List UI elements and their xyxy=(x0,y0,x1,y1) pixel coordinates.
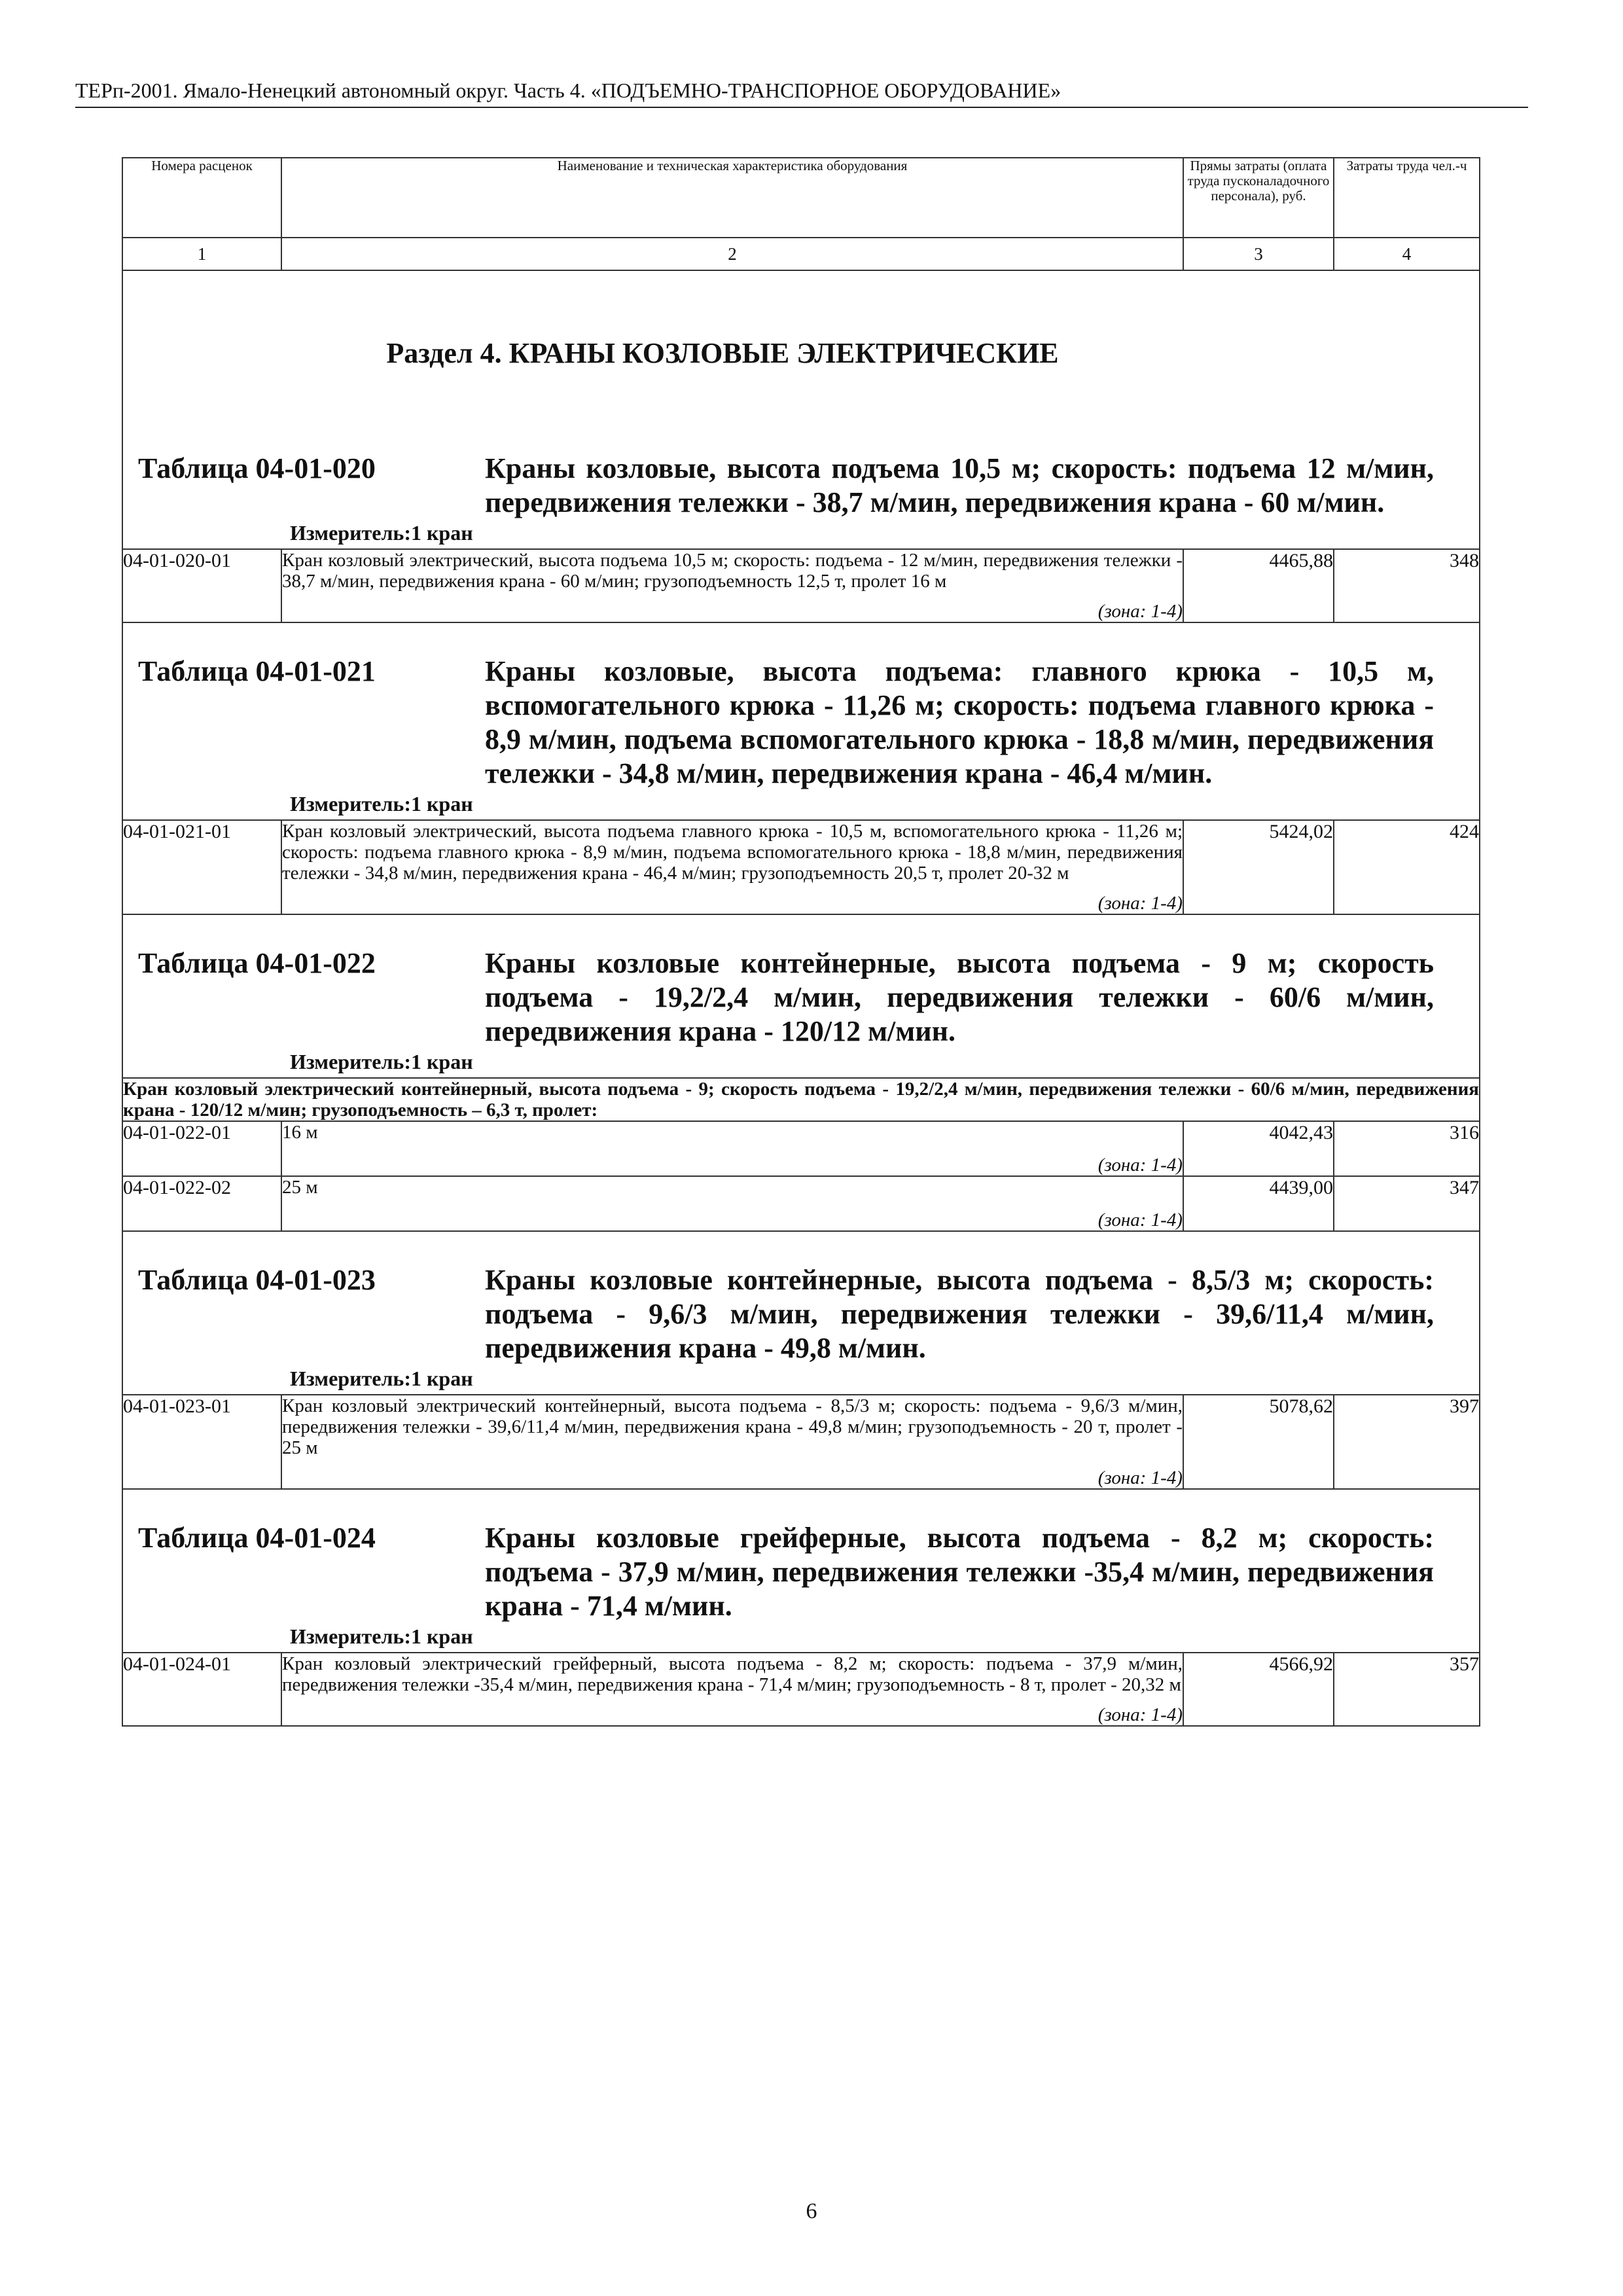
table-row xyxy=(122,1653,1480,1726)
table-code: Таблица 04-01-023 xyxy=(138,1264,376,1296)
rate-description: 16 м (зона: 1-4) xyxy=(282,1122,1183,1175)
rate-code: 04-01-022-01 xyxy=(122,1121,281,1176)
table-row xyxy=(122,1176,1480,1231)
table-title: Краны козловые грейферные, высота подъема - 8,2 м; скорость: подъема - 37,9 м/мин, передвижения тележки -35,4 м/мин, передвижения крана - 71,4 м/мин. xyxy=(485,1522,1434,1622)
direct-cost: 5078,62 xyxy=(1183,1395,1334,1489)
table-code: Таблица 04-01-021 xyxy=(138,655,376,687)
rate-code: 04-01-021-01 xyxy=(122,820,281,914)
rate-description: Кран козловый электрический, высота подъема 10,5 м; скорость: подъема - 12 м/мин, передвижения тележки - 38,7 м/мин, передвижения крана - 60 м/мин; грузоподъемность 12,5 т, пролет 16 м (зона: 1-4) xyxy=(282,550,1183,622)
price-table xyxy=(122,157,1480,1727)
zone-label: (зона: 1-4) xyxy=(1097,1155,1183,1175)
labor-cost: 424 xyxy=(1334,820,1480,914)
column-number-2: 2 xyxy=(281,238,1183,270)
section-title: Раздел 4. КРАНЫ КОЗЛОВЫЕ ЭЛЕКТРИЧЕСКИЕ xyxy=(386,337,1059,369)
table-block xyxy=(122,1231,1480,1395)
column-header-codes: Номера расценок xyxy=(122,158,281,238)
rate-description: Кран козловый электрический, высота подъема главного крюка - 10,5 м, вспомогательного крюка - 11,26 м; скорость: подъема главного крюка - 8,9 м/мин, подъема вспомогательного крюка - 18,8 м/мин, передвижения тележки - 34,8 м/мин, передвижения крана - 46,4 м/мин; грузоподъемность 20,5 т, пролет 20-32 м (зона: 1-4) xyxy=(282,821,1183,914)
table-block xyxy=(122,914,1480,1078)
direct-cost: 4042,43 xyxy=(1183,1121,1334,1176)
column-number-4: 4 xyxy=(1334,238,1480,270)
table-block xyxy=(122,1489,1480,1653)
group-description-row xyxy=(122,1078,1480,1121)
rate-code: 04-01-024-01 xyxy=(122,1653,281,1726)
direct-cost: 4439,00 xyxy=(1183,1176,1334,1231)
table-row xyxy=(122,820,1480,914)
table-title: Краны козловые, высота подъема 10,5 м; скорость: подъема 12 м/мин, передвижения тележки - 38,7 м/мин, передвижения крана - 60 м/мин. xyxy=(485,452,1434,518)
table-block xyxy=(122,270,1480,549)
rate-code: 04-01-022-02 xyxy=(122,1176,281,1231)
zone-label: (зона: 1-4) xyxy=(1097,893,1183,914)
table-title: Краны козловые, высота подъема: главного крюка - 10,5 м, вспомогательного крюка - 11,26 м; скорость: подъема главного крюка - 8,9 м/мин, подъема вспомогательного крюка - 18,8 м/мин, передвижения тележки - 34,8 м/мин, передвижения крана - 46,4 м/мин. xyxy=(485,655,1434,789)
column-header-row xyxy=(122,158,1480,238)
rate-code: 04-01-023-01 xyxy=(122,1395,281,1489)
page-number: 6 xyxy=(806,2199,817,2223)
zone-label: (зона: 1-4) xyxy=(1097,601,1183,622)
measure-unit: Измеритель:1 кран xyxy=(290,1624,473,1648)
measure-unit: Измеритель:1 кран xyxy=(290,1367,473,1390)
labor-cost: 357 xyxy=(1334,1653,1480,1726)
table-row xyxy=(122,1121,1480,1176)
measure-unit: Измеритель:1 кран xyxy=(290,792,473,816)
rate-description: Кран козловый электрический контейнерный, высота подъема - 8,5/3 м; скорость: подъема - 9,6/3 м/мин, передвижения тележки - 39,6/11,4 м/мин, передвижения крана - 49,8 м/мин; грузоподъемность - 20 т, пролет - 25 м (зона: 1-4) xyxy=(282,1395,1183,1488)
measure-unit: Измеритель:1 кран xyxy=(290,521,473,545)
table-code: Таблица 04-01-024 xyxy=(138,1522,376,1554)
table-code: Таблица 04-01-020 xyxy=(138,452,376,484)
document-header: ТЕРп-2001. Ямало-Ненецкий автономный округ. Часть 4. «ПОДЪЕМНО-ТРАНСПОРНОЕ ОБОРУДОВАНИЕ» xyxy=(75,79,1061,102)
table-code: Таблица 04-01-022 xyxy=(138,947,376,979)
labor-cost: 397 xyxy=(1334,1395,1480,1489)
group-description: Кран козловый электрический контейнерный, высота подъема - 9; скорость подъема - 19,2/2,4 м/мин, передвижения тележки - 60/6 м/мин, передвижения крана - 120/12 м/мин; грузоподъемность – 6,3 т, пролет: xyxy=(123,1079,1479,1121)
zone-label: (зона: 1-4) xyxy=(1097,1704,1183,1725)
labor-cost: 347 xyxy=(1334,1176,1480,1231)
direct-cost: 5424,02 xyxy=(1183,820,1334,914)
column-header-labor: Затраты труда чел.-ч xyxy=(1334,158,1480,238)
labor-cost: 348 xyxy=(1334,549,1480,622)
column-header-name: Наименование и техническая характеристика оборудования xyxy=(281,158,1183,238)
header-rule xyxy=(75,107,1528,108)
measure-unit: Измеритель:1 кран xyxy=(290,1050,473,1073)
table-block xyxy=(122,622,1480,820)
zone-label: (зона: 1-4) xyxy=(1097,1210,1183,1230)
table-row xyxy=(122,1395,1480,1489)
table-title: Краны козловые контейнерные, высота подъема - 8,5/3 м; скорость: подъема - 9,6/3 м/мин, передвижения тележки - 39,6/11,4 м/мин, передвижения крана - 49,8 м/мин. xyxy=(485,1264,1434,1364)
column-number-row xyxy=(122,238,1480,270)
zone-label: (зона: 1-4) xyxy=(1097,1467,1183,1488)
table-row xyxy=(122,549,1480,622)
column-number-3: 3 xyxy=(1183,238,1334,270)
column-header-direct-costs: Прямы затраты (оплата труда пусконаладочного персонала), руб. xyxy=(1183,158,1334,238)
rate-description: 25 м (зона: 1-4) xyxy=(282,1177,1183,1230)
rate-description: Кран козловый электрический грейферный, высота подъема - 8,2 м; скорость: подъема - 37,9 м/мин, передвижения тележки -35,4 м/мин, передвижения крана - 71,4 м/мин; грузоподъемность - 8 т, пролет - 20,32 м (зона: 1-4) xyxy=(282,1653,1183,1725)
table-title: Краны козловые контейнерные, высота подъема - 9 м; скорость подъема - 19,2/2,4 м/мин, передвижения тележки - 60/6 м/мин, передвижения крана - 120/12 м/мин. xyxy=(485,947,1434,1047)
labor-cost: 316 xyxy=(1334,1121,1480,1176)
rate-code: 04-01-020-01 xyxy=(122,549,281,622)
column-number-1: 1 xyxy=(122,238,281,270)
direct-cost: 4566,92 xyxy=(1183,1653,1334,1726)
direct-cost: 4465,88 xyxy=(1183,549,1334,622)
